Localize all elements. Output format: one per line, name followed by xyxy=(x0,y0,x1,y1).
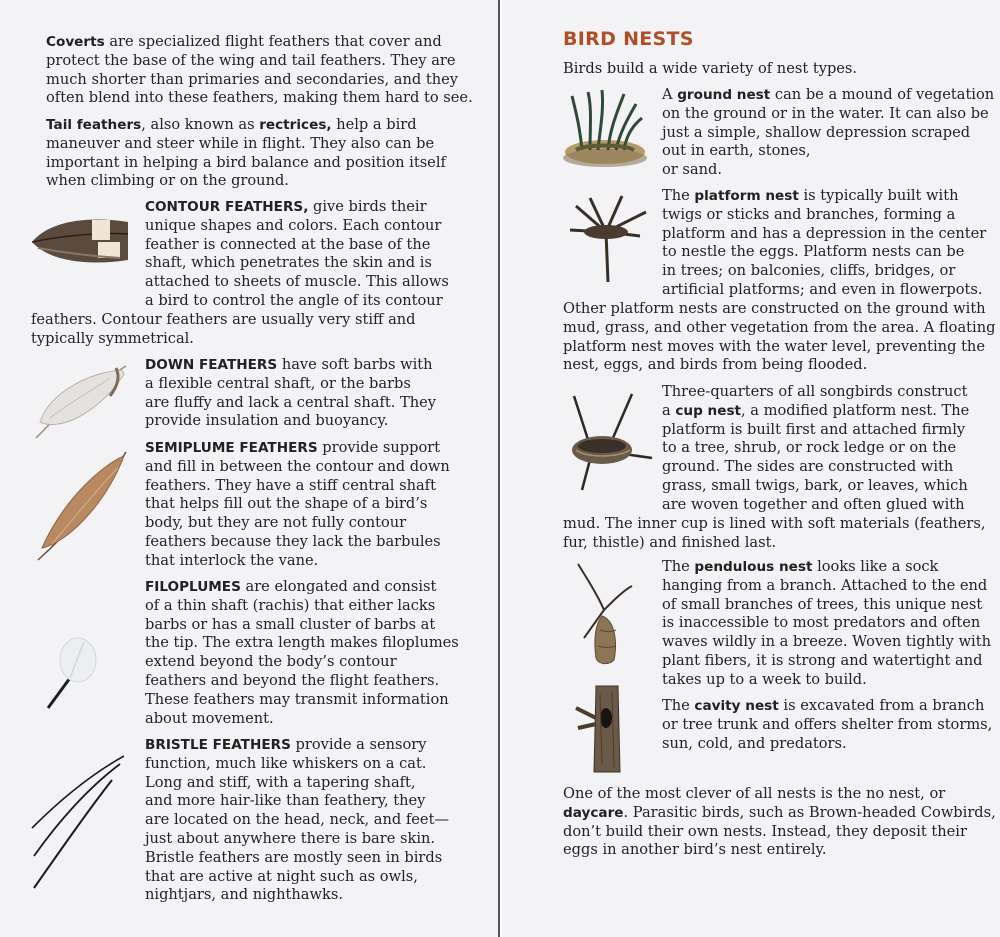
text-line: is inaccessible to most predators and often xyxy=(662,614,981,632)
text-fragment: The xyxy=(662,558,695,575)
text-line: can be a mound of vegetation xyxy=(770,86,995,103)
filoplume-illustration xyxy=(44,632,100,712)
text-line: protect the base of the wing and tail feathers. They are xyxy=(46,51,456,69)
text-line: . Parasitic birds, such as Brown-headed Cowbirds, xyxy=(623,803,996,821)
text-line: or tree trunk and offers shelter from storms, xyxy=(662,715,993,733)
bristle-paragraph xyxy=(145,736,449,905)
text-line: Bristle feathers are mostly seen in birds xyxy=(145,848,443,866)
text-line: to nestle the eggs. Platform nests can be xyxy=(662,243,965,261)
text-line: mud. The inner cup is lined with soft materials (feathers, xyxy=(563,515,986,532)
semiplume-paragraph xyxy=(145,439,450,571)
text-line: , a modified platform nest. The xyxy=(741,401,970,419)
text-line: a bird to control the angle of its contour xyxy=(145,291,443,309)
contour-feather-illustration xyxy=(30,212,130,268)
text-fragment: The xyxy=(662,187,695,204)
text-line: often blend into these feathers, making them hard to see. xyxy=(46,89,473,107)
text-line: the tip. The extra length makes filoplumes xyxy=(145,634,459,652)
text-line: of a thin shaft (rachis) that either lacks xyxy=(145,596,436,614)
text-line: are woven together and often glued with xyxy=(662,495,965,513)
text-line: important in helping a bird balance and position itself xyxy=(46,153,446,171)
text-line: platform nest moves with the water level, preventing the xyxy=(563,337,985,355)
text-line: extend beyond the body’s contour xyxy=(145,653,397,671)
text-line: when climbing or on the ground. xyxy=(46,172,289,190)
cup-nest-illustration xyxy=(562,392,654,492)
ground-nest-term: ground nest xyxy=(677,87,771,103)
text-line: in trees; on balconies, cliffs, bridges, or xyxy=(662,262,956,280)
contour-term: CONTOUR FEATHERS, xyxy=(145,199,309,215)
text-line: shaft, which penetrates the skin and is xyxy=(145,254,432,272)
text-line: help a bird xyxy=(331,116,417,133)
text-line: One of the most clever of all nests is the no nest, or xyxy=(563,785,946,802)
cup-nest-term: cup nest xyxy=(675,402,742,419)
down-term: DOWN FEATHERS xyxy=(145,357,278,373)
semiplume-feather-illustration xyxy=(34,448,130,564)
text-line: platform and has a depression in the center xyxy=(662,224,987,242)
text-line: Three-quarters of all songbirds construct xyxy=(662,383,968,400)
text-line: nightjars, and nighthawks. xyxy=(145,886,343,904)
text-line: on the ground or in the water. It can also be xyxy=(662,104,989,122)
contour-paragraph-top xyxy=(145,198,449,311)
text-line: mud, grass, and other vegetation from the area. A floating xyxy=(563,318,996,336)
text-line: are located on the head, neck, and feet— xyxy=(145,811,450,829)
text-line: don’t build their own nests. Instead, they deposit their xyxy=(563,822,967,840)
text-line: and fill in between the contour and down xyxy=(145,457,450,475)
daycare-paragraph xyxy=(563,785,996,860)
platform-nest-paragraph-top xyxy=(662,187,986,300)
coverts-term: Coverts xyxy=(46,34,105,50)
text-line: unique shapes and colors. Each contour xyxy=(145,216,442,234)
bristle-term: BRISTLE FEATHERS xyxy=(145,737,291,753)
text-line: have soft barbs with xyxy=(277,356,433,373)
text-line: of small branches of trees, this unique nest xyxy=(662,595,983,613)
text-line: much shorter than primaries and secondaries, and they xyxy=(46,70,459,88)
text-line: attached to sheets of muscle. This allows xyxy=(145,273,449,291)
text-line: is excavated from a branch xyxy=(778,697,985,714)
text-line: artificial platforms; and even in flowerpots. xyxy=(662,280,983,298)
text-line: twigs or sticks and branches, forming a xyxy=(662,205,956,223)
tail-feathers-paragraph xyxy=(46,116,446,191)
text-line: provide a sensory xyxy=(290,736,427,753)
text-line: typically symmetrical. xyxy=(31,329,194,347)
filoplumes-term: FILOPLUMES xyxy=(145,579,241,595)
text-line: just a simple, shallow depression scraped xyxy=(662,123,971,141)
text-line: barbs or has a small cluster of barbs at xyxy=(145,615,436,633)
down-feather-illustration xyxy=(30,362,130,442)
platform-nest-illustration xyxy=(566,192,650,284)
ground-nest-paragraph xyxy=(662,86,994,180)
text-line: platform is built first and attached firmly xyxy=(662,420,966,438)
text-line: plant fibers, it is strong and watertight and xyxy=(662,651,983,669)
text-line: out in earth, stones, xyxy=(662,142,811,160)
text-line: that interlock the vane. xyxy=(145,551,319,569)
text-line: a flexible central shaft, or the barbs xyxy=(145,374,411,392)
text-line: is typically built with xyxy=(798,187,959,204)
platform-nest-term: platform nest xyxy=(694,188,799,204)
cavity-nest-paragraph xyxy=(662,697,992,753)
text-line: eggs in another bird’s nest entirely. xyxy=(563,841,827,859)
text-fragment: A xyxy=(662,86,678,103)
text-line: provide support xyxy=(317,439,441,456)
right-page xyxy=(502,0,1000,937)
text-line: nest, eggs, and birds from being flooded. xyxy=(563,356,868,374)
text-line: function, much like whiskers on a cat. xyxy=(145,754,427,772)
text-line: are specialized flight feathers that cover and xyxy=(104,33,442,50)
text-line: feathers. Contour feathers are usually very stiff and xyxy=(31,311,416,328)
text-line: just about anywhere there is bare skin. xyxy=(145,829,436,847)
text-line: sun, cold, and predators. xyxy=(662,734,847,752)
down-paragraph xyxy=(145,356,436,431)
text-line: feather is connected at the base of the xyxy=(145,235,431,253)
pendulous-nest-term: pendulous nest xyxy=(694,559,813,575)
contour-paragraph-bottom xyxy=(31,311,416,349)
text-line: looks like a sock xyxy=(812,558,939,575)
text-line: or sand. xyxy=(662,161,722,179)
text-line: ground. The sides are constructed with xyxy=(662,458,954,476)
bristle-feathers-illustration xyxy=(28,752,128,892)
text-line: provide insulation and buoyancy. xyxy=(145,412,389,430)
text-line: waves wildly in a breeze. Woven tightly with xyxy=(662,633,991,651)
text-line: feathers because they lack the barbules xyxy=(145,532,441,550)
semiplume-term: SEMIPLUME FEATHERS xyxy=(145,440,318,456)
text-line: Long and stiff, with a tapering shaft, xyxy=(145,773,416,791)
text-line: maneuver and steer while in flight. They also can be xyxy=(46,134,435,152)
filoplumes-paragraph xyxy=(145,578,459,728)
text-fragment: , also known as xyxy=(141,116,260,133)
pendulous-nest-paragraph xyxy=(662,558,991,690)
pendulous-nest-illustration xyxy=(574,560,634,670)
text-line: fur, thistle) and finished last. xyxy=(563,533,777,551)
text-line: about movement. xyxy=(145,709,274,727)
text-line: that helps fill out the shape of a bird’s xyxy=(145,495,428,513)
ground-nest-illustration xyxy=(562,88,648,170)
coverts-paragraph xyxy=(46,33,473,108)
text-line: feathers and beyond the flight feathers. xyxy=(145,671,440,689)
daycare-term: daycare xyxy=(563,804,624,821)
text-line: These feathers may transmit information xyxy=(145,690,449,708)
text-line: are fluffy and lack a central shaft. They xyxy=(145,393,436,411)
rectrices-term: rectrices, xyxy=(259,117,332,133)
text-line: give birds their xyxy=(308,198,427,215)
text-line: takes up to a week to build. xyxy=(662,670,867,688)
text-line: to a tree, shrub, or rock ledge or on the xyxy=(662,439,957,457)
text-line: Other platform nests are constructed on the ground with xyxy=(563,300,986,317)
text-line: feathers. They have a stiff central shaft xyxy=(145,476,436,494)
text-line: that are active at night such as owls, xyxy=(145,867,418,885)
text-line: are elongated and consist xyxy=(240,578,437,595)
text-fragment: The xyxy=(662,697,695,714)
text-line: grass, small twigs, bark, or leaves, which xyxy=(662,476,968,494)
platform-nest-paragraph-bottom xyxy=(563,300,995,375)
text-fragment: a xyxy=(662,401,676,419)
text-line: hanging from a branch. Attached to the end xyxy=(662,576,988,594)
cavity-nest-illustration xyxy=(574,684,630,774)
text-line: Birds build a wide variety of nest types. xyxy=(563,60,858,77)
text-line: and more hair-like than feathery, they xyxy=(145,792,426,810)
cavity-nest-term: cavity nest xyxy=(694,698,779,714)
cup-nest-paragraph-bottom xyxy=(563,515,986,553)
cup-nest-paragraph-top xyxy=(662,383,969,515)
tail-feathers-term: Tail feathers xyxy=(46,117,142,133)
text-line: body, but they are not fully contour xyxy=(145,514,407,532)
page-title: BIRD NESTS xyxy=(563,28,694,50)
intro-text xyxy=(563,60,857,79)
